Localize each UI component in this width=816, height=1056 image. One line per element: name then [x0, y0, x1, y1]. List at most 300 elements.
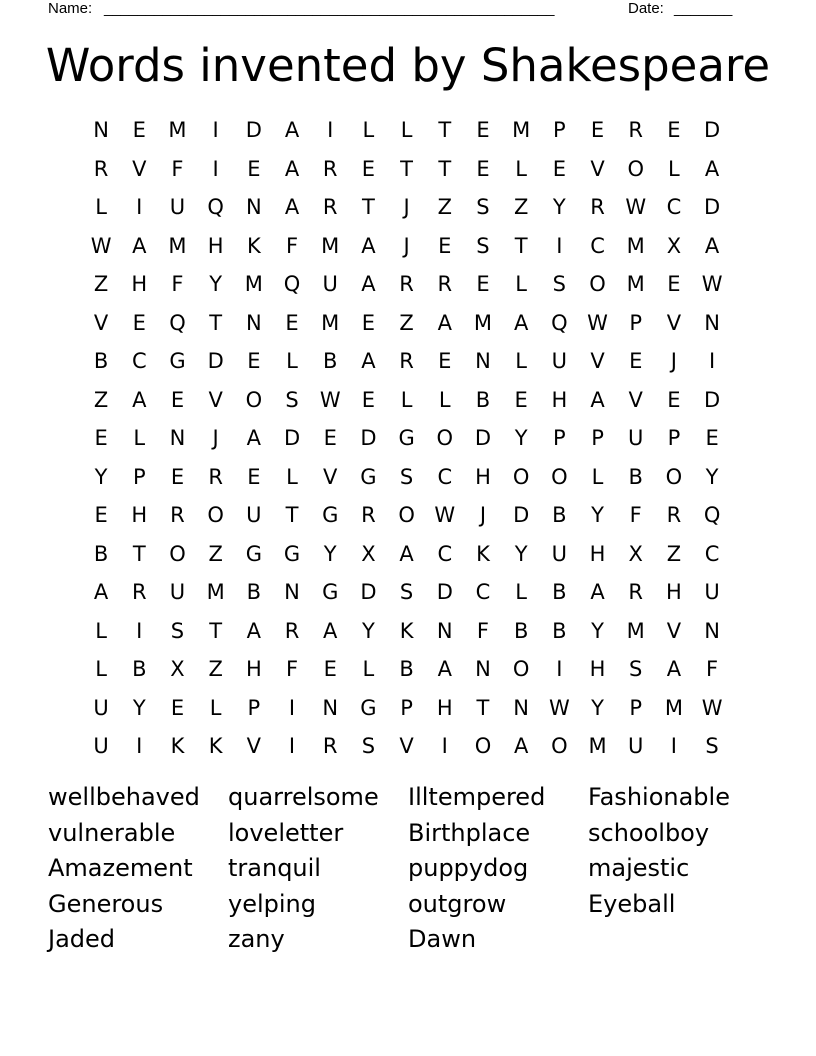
grid-letter: O — [436, 426, 454, 451]
grid-letter: R — [131, 580, 147, 605]
grid-letter: J — [212, 426, 219, 451]
grid-letter: A — [513, 734, 529, 759]
grid-letter: M — [588, 734, 607, 759]
grid-letter: U — [704, 580, 720, 605]
grid-letter: Q — [551, 310, 568, 335]
grid-letter: Y — [132, 695, 146, 720]
grid-letter: A — [132, 387, 147, 412]
grid-row — [82, 227, 732, 266]
grid-letter: E — [94, 426, 108, 451]
word-bank-item: quarrelsome — [228, 783, 379, 811]
word-bank-column — [48, 780, 228, 958]
grid-letter: O — [551, 734, 568, 759]
grid-letter: S — [361, 734, 376, 759]
grid-letter: D — [704, 118, 721, 143]
grid-letter: E — [476, 272, 490, 297]
grid-letter: H — [245, 657, 262, 682]
grid-letter: A — [399, 541, 414, 566]
word-bank-item: wellbehaved — [48, 783, 200, 811]
grid-letter: S — [705, 734, 719, 759]
grid-row — [82, 496, 732, 535]
grid-letter: V — [666, 310, 682, 335]
grid-letter: V — [666, 618, 682, 643]
grid-letter: W — [701, 272, 723, 297]
grid-letter: I — [556, 233, 563, 258]
grid-letter: G — [360, 695, 377, 720]
grid-letter: J — [403, 233, 410, 258]
grid-row — [82, 458, 732, 497]
grid-row — [82, 612, 732, 651]
grid-letter: B — [93, 541, 109, 566]
grid-letter: B — [628, 464, 643, 489]
grid-letter: B — [323, 349, 338, 374]
grid-letter: C — [437, 464, 453, 489]
grid-letter: M — [321, 233, 340, 258]
grid-letter: B — [246, 580, 262, 605]
grid-letter: N — [322, 695, 339, 720]
grid-letter: L — [400, 118, 413, 143]
grid-letter: V — [323, 464, 338, 489]
grid-letter: A — [704, 233, 720, 258]
grid-letter: V — [399, 734, 414, 759]
grid-letter: M — [512, 118, 531, 143]
grid-letter: A — [513, 310, 529, 335]
grid-letter: I — [288, 734, 296, 759]
grid-letter: A — [437, 310, 452, 335]
grid-letter: F — [285, 657, 299, 682]
grid-letter: R — [284, 618, 300, 643]
grid-letter: P — [553, 426, 566, 451]
grid-letter: X — [628, 541, 643, 566]
grid-letter: A — [590, 580, 605, 605]
grid-letter: O — [245, 387, 263, 412]
grid-letter: R — [93, 156, 109, 181]
grid-letter: M — [168, 233, 187, 258]
grid-letter: H — [131, 272, 148, 297]
grid-letter: B — [93, 349, 109, 374]
grid-letter: S — [476, 233, 490, 258]
grid-letter: R — [399, 349, 414, 374]
word-bank-item: yelping — [228, 889, 316, 918]
grid-row — [82, 727, 732, 766]
grid-letter: O — [627, 156, 644, 181]
grid-letter: L — [400, 387, 413, 412]
grid-row — [82, 304, 732, 343]
grid-letter: F — [285, 233, 299, 258]
word-bank-item: Fashionable — [588, 783, 730, 811]
grid-letter: R — [399, 272, 414, 297]
grid-letter: A — [246, 618, 262, 643]
grid-letter: W — [701, 695, 723, 720]
name-field-line: ______________________________________________________ — [104, 0, 555, 17]
word-bank-item: majestic — [588, 854, 690, 882]
word-bank-column — [408, 780, 588, 958]
grid-letter: P — [132, 464, 146, 489]
grid-letter: D — [436, 580, 453, 605]
grid-letter: U — [322, 272, 338, 297]
grid-letter: C — [666, 195, 682, 220]
grid-letter: J — [403, 195, 410, 220]
grid-letter: E — [94, 503, 108, 528]
grid-letter: N — [93, 118, 109, 143]
grid-letter: X — [666, 233, 682, 258]
grid-letter: B — [552, 503, 567, 528]
grid-letter: G — [283, 541, 301, 566]
grid-letter: O — [665, 464, 683, 489]
grid-letter: E — [590, 118, 605, 143]
grid-letter: L — [515, 349, 527, 374]
grid-letter: A — [93, 580, 109, 605]
grid-letter: T — [438, 118, 452, 143]
grid-letter: T — [476, 695, 490, 720]
grid-letter: H — [589, 541, 606, 566]
grid-letter: E — [247, 464, 261, 489]
grid-letter: H — [551, 387, 568, 412]
grid-letter: R — [208, 464, 223, 489]
grid-letter: A — [361, 272, 376, 297]
grid-letter: U — [551, 349, 568, 374]
grid-letter: R — [437, 272, 453, 297]
grid-letter: A — [437, 657, 452, 682]
grid-letter: A — [132, 233, 147, 258]
word-bank-column — [588, 780, 768, 958]
grid-letter: C — [704, 541, 720, 566]
grid-letter: E — [247, 349, 261, 374]
grid-letter: O — [589, 272, 606, 297]
grid-letter: R — [590, 195, 605, 220]
grid-letter: U — [628, 426, 644, 451]
grid-letter: E — [361, 387, 376, 412]
grid-letter: W — [548, 695, 570, 720]
word-bank-item: Illtempered — [408, 783, 546, 811]
grid-letter: Y — [514, 426, 528, 451]
grid-letter: E — [667, 272, 681, 297]
grid-letter: A — [284, 156, 300, 181]
grid-letter: M — [626, 618, 645, 643]
grid-letter: Y — [705, 464, 719, 489]
date-field-line: _______ — [674, 0, 733, 17]
grid-letter: X — [170, 657, 185, 682]
grid-letter: B — [132, 657, 147, 682]
grid-letter: L — [591, 464, 604, 489]
grid-letter: I — [212, 118, 219, 143]
grid-letter: E — [285, 310, 299, 335]
grid-row — [82, 188, 732, 227]
grid-letter: H — [131, 503, 148, 528]
grid-letter: I — [212, 156, 219, 181]
grid-letter: Z — [437, 195, 452, 220]
grid-letter: W — [434, 503, 456, 528]
grid-letter: E — [132, 310, 146, 335]
grid-letter: O — [207, 503, 224, 528]
grid-letter: E — [476, 118, 490, 143]
grid-row — [82, 419, 732, 458]
grid-letter: H — [475, 464, 491, 489]
grid-letter: N — [704, 618, 720, 643]
word-bank-item: tranquil — [228, 854, 321, 882]
grid-letter: N — [704, 310, 720, 335]
grid-letter: L — [133, 426, 146, 451]
grid-letter: C — [437, 541, 453, 566]
grid-letter: N — [475, 349, 491, 374]
grid-letter: Y — [552, 195, 566, 220]
grid-letter: D — [207, 349, 224, 374]
grid-letter: A — [704, 156, 720, 181]
word-bank-item: Jaded — [48, 925, 116, 953]
grid-letter: T — [400, 156, 413, 181]
grid-letter: E — [438, 349, 452, 374]
grid-letter: W — [587, 310, 608, 335]
grid-letter: Q — [207, 195, 224, 220]
grid-letter: S — [629, 657, 643, 682]
word-bank-item: Generous — [48, 889, 164, 918]
grid-letter: A — [323, 618, 338, 643]
grid-letter: E — [247, 156, 261, 181]
grid-letter: G — [322, 503, 339, 528]
grid-letter: V — [628, 387, 643, 412]
grid-letter: A — [284, 118, 300, 143]
grid-letter: E — [552, 156, 566, 181]
grid-letter: F — [171, 156, 184, 181]
grid-letter: K — [208, 734, 223, 759]
grid-letter: L — [668, 156, 680, 181]
grid-letter: P — [591, 426, 604, 451]
grid-letter: M — [244, 272, 263, 297]
grid-letter: V — [246, 734, 262, 759]
grid-letter: V — [93, 310, 109, 335]
grid-letter: D — [360, 580, 377, 605]
grid-letter: N — [475, 657, 491, 682]
grid-letter: B — [552, 580, 567, 605]
grid-row — [82, 111, 732, 150]
grid-letter: J — [479, 503, 487, 528]
grid-letter: B — [399, 657, 414, 682]
grid-letter: S — [399, 464, 414, 489]
grid-letter: I — [670, 734, 677, 759]
grid-letter: M — [626, 272, 645, 297]
grid-letter: O — [169, 541, 186, 566]
grid-letter: Z — [399, 310, 414, 335]
grid-letter: Q — [283, 272, 301, 297]
grid-letter: N — [245, 195, 262, 220]
grid-letter: U — [93, 734, 109, 759]
grid-letter: E — [438, 233, 452, 258]
grid-letter: P — [667, 426, 681, 451]
grid-letter: A — [361, 233, 376, 258]
grid-letter: M — [664, 695, 683, 720]
grid-letter: U — [93, 695, 109, 720]
grid-letter: E — [667, 118, 681, 143]
grid-letter: V — [590, 156, 605, 181]
grid-letter: Q — [703, 503, 721, 528]
grid-letter: Y — [591, 618, 604, 643]
grid-letter: G — [169, 349, 186, 374]
grid-letter: F — [629, 503, 642, 528]
grid-letter: E — [629, 349, 643, 374]
grid-letter: E — [514, 387, 528, 412]
grid-letter: T — [209, 310, 223, 335]
grid-letter: T — [514, 233, 528, 258]
grid-letter: H — [589, 657, 606, 682]
grid-letter: K — [246, 233, 261, 258]
grid-letter: R — [322, 195, 338, 220]
grid-letter: L — [362, 118, 375, 143]
grid-letter: A — [361, 349, 376, 374]
page-title: Words invented by Shakespeare — [45, 39, 771, 92]
grid-letter: E — [170, 387, 185, 412]
grid-letter: P — [553, 118, 566, 143]
grid-letter: V — [208, 387, 223, 412]
grid-letter: N — [513, 695, 530, 720]
grid-letter: Z — [513, 195, 529, 220]
word-bank-item: Dawn — [408, 925, 477, 953]
grid-letter: F — [706, 657, 719, 682]
grid-letter: K — [399, 618, 414, 643]
grid-letter: U — [628, 734, 644, 759]
grid-letter: D — [474, 426, 492, 451]
grid-letter: E — [323, 426, 337, 451]
grid-letter: L — [286, 349, 298, 374]
grid-letter: L — [515, 156, 527, 181]
grid-letter: B — [513, 618, 529, 643]
grid-letter: H — [436, 695, 453, 720]
word-bank-item: Eyeball — [588, 889, 676, 918]
grid-letter: R — [322, 734, 338, 759]
grid-letter: D — [704, 387, 721, 412]
date-label: Date: — [628, 0, 664, 17]
grid-letter: Y — [209, 272, 223, 297]
grid-letter: I — [136, 195, 143, 220]
grid-letter: Y — [361, 618, 375, 643]
grid-letter: S — [170, 618, 185, 643]
grid-letter: E — [323, 657, 337, 682]
grid-letter: Q — [169, 310, 186, 335]
grid-letter: V — [590, 349, 605, 374]
grid-letter: Y — [94, 464, 108, 489]
grid-letter: D — [245, 118, 262, 143]
grid-letter: I — [288, 695, 296, 720]
grid-letter: I — [327, 118, 334, 143]
grid-letter: T — [209, 618, 223, 643]
grid-letter: T — [132, 541, 146, 566]
grid-letter: G — [360, 464, 377, 489]
grid-letter: U — [169, 580, 186, 605]
grid-letter: C — [590, 233, 605, 258]
grid-letter: Z — [208, 541, 223, 566]
word-bank-item: Birthplace — [408, 818, 531, 847]
grid-letter: F — [476, 618, 490, 643]
grid-letter: R — [170, 503, 185, 528]
grid-row — [82, 573, 732, 612]
word-bank-item: puppydog — [408, 854, 529, 882]
grid-letter: E — [170, 464, 185, 489]
grid-letter: U — [551, 541, 568, 566]
grid-letter: I — [556, 657, 563, 682]
word-bank-item: outgrow — [408, 889, 507, 918]
name-label: Name: — [48, 0, 93, 17]
grid-letter: P — [247, 695, 261, 720]
grid-letter: R — [628, 580, 644, 605]
grid-letter: O — [512, 657, 530, 682]
grid-letter: E — [476, 156, 490, 181]
grid-letter: Y — [323, 541, 337, 566]
grid-letter: I — [708, 349, 716, 374]
grid-letter: M — [206, 580, 225, 605]
grid-letter: H — [666, 580, 682, 605]
word-bank-item: vulnerable — [48, 818, 176, 847]
grid-letter: Y — [514, 541, 528, 566]
grid-letter: N — [284, 580, 300, 605]
grid-letter: E — [667, 387, 681, 412]
grid-letter: B — [552, 618, 567, 643]
word-bank-item: loveletter — [228, 818, 344, 847]
grid-row — [82, 342, 732, 381]
grid-letter: Y — [591, 695, 604, 720]
grid-letter: L — [95, 195, 107, 220]
grid-letter: A — [284, 195, 300, 220]
word-bank-item: Amazement — [48, 854, 193, 882]
grid-letter: O — [398, 503, 415, 528]
grid-letter: I — [136, 618, 143, 643]
word-bank-column — [228, 780, 408, 958]
grid-letter: R — [322, 156, 338, 181]
grid-letter: M — [168, 118, 187, 143]
grid-letter: Y — [591, 503, 604, 528]
grid-row — [82, 535, 732, 574]
word-bank — [48, 780, 768, 958]
grid-letter: G — [322, 580, 339, 605]
grid-letter: I — [441, 734, 448, 759]
grid-letter: L — [515, 272, 527, 297]
grid-letter: J — [670, 349, 677, 374]
grid-row — [82, 265, 732, 304]
grid-letter: V — [132, 156, 147, 181]
grid-letter: Z — [208, 657, 223, 682]
grid-letter: A — [590, 387, 605, 412]
grid-letter: I — [136, 734, 143, 759]
grid-letter: K — [170, 734, 185, 759]
grid-letter: L — [209, 695, 222, 720]
grid-letter: E — [132, 118, 146, 143]
grid-letter: B — [475, 387, 491, 412]
grid-letter: H — [207, 233, 224, 258]
grid-letter: T — [438, 156, 452, 181]
grid-letter: T — [361, 195, 375, 220]
grid-letter: W — [625, 195, 647, 220]
grid-letter: Z — [93, 272, 109, 297]
grid-letter: E — [361, 156, 376, 181]
grid-letter: C — [131, 349, 147, 374]
grid-letter: C — [475, 580, 491, 605]
grid-letter: N — [169, 426, 186, 451]
grid-letter: D — [513, 503, 530, 528]
grid-letter: A — [246, 426, 262, 451]
grid-letter: F — [171, 272, 184, 297]
grid-letter: U — [169, 195, 186, 220]
grid-letter: Z — [666, 541, 682, 566]
word-search-grid — [82, 111, 732, 766]
grid-letter: O — [551, 464, 568, 489]
grid-letter: O — [512, 464, 530, 489]
grid-letter: P — [629, 695, 643, 720]
grid-letter: S — [399, 580, 414, 605]
grid-letter: M — [626, 233, 645, 258]
word-bank-item: zany — [228, 925, 285, 953]
grid-letter: W — [319, 387, 341, 412]
grid-letter: R — [666, 503, 682, 528]
grid-letter: E — [361, 310, 376, 335]
grid-letter: M — [473, 310, 493, 335]
